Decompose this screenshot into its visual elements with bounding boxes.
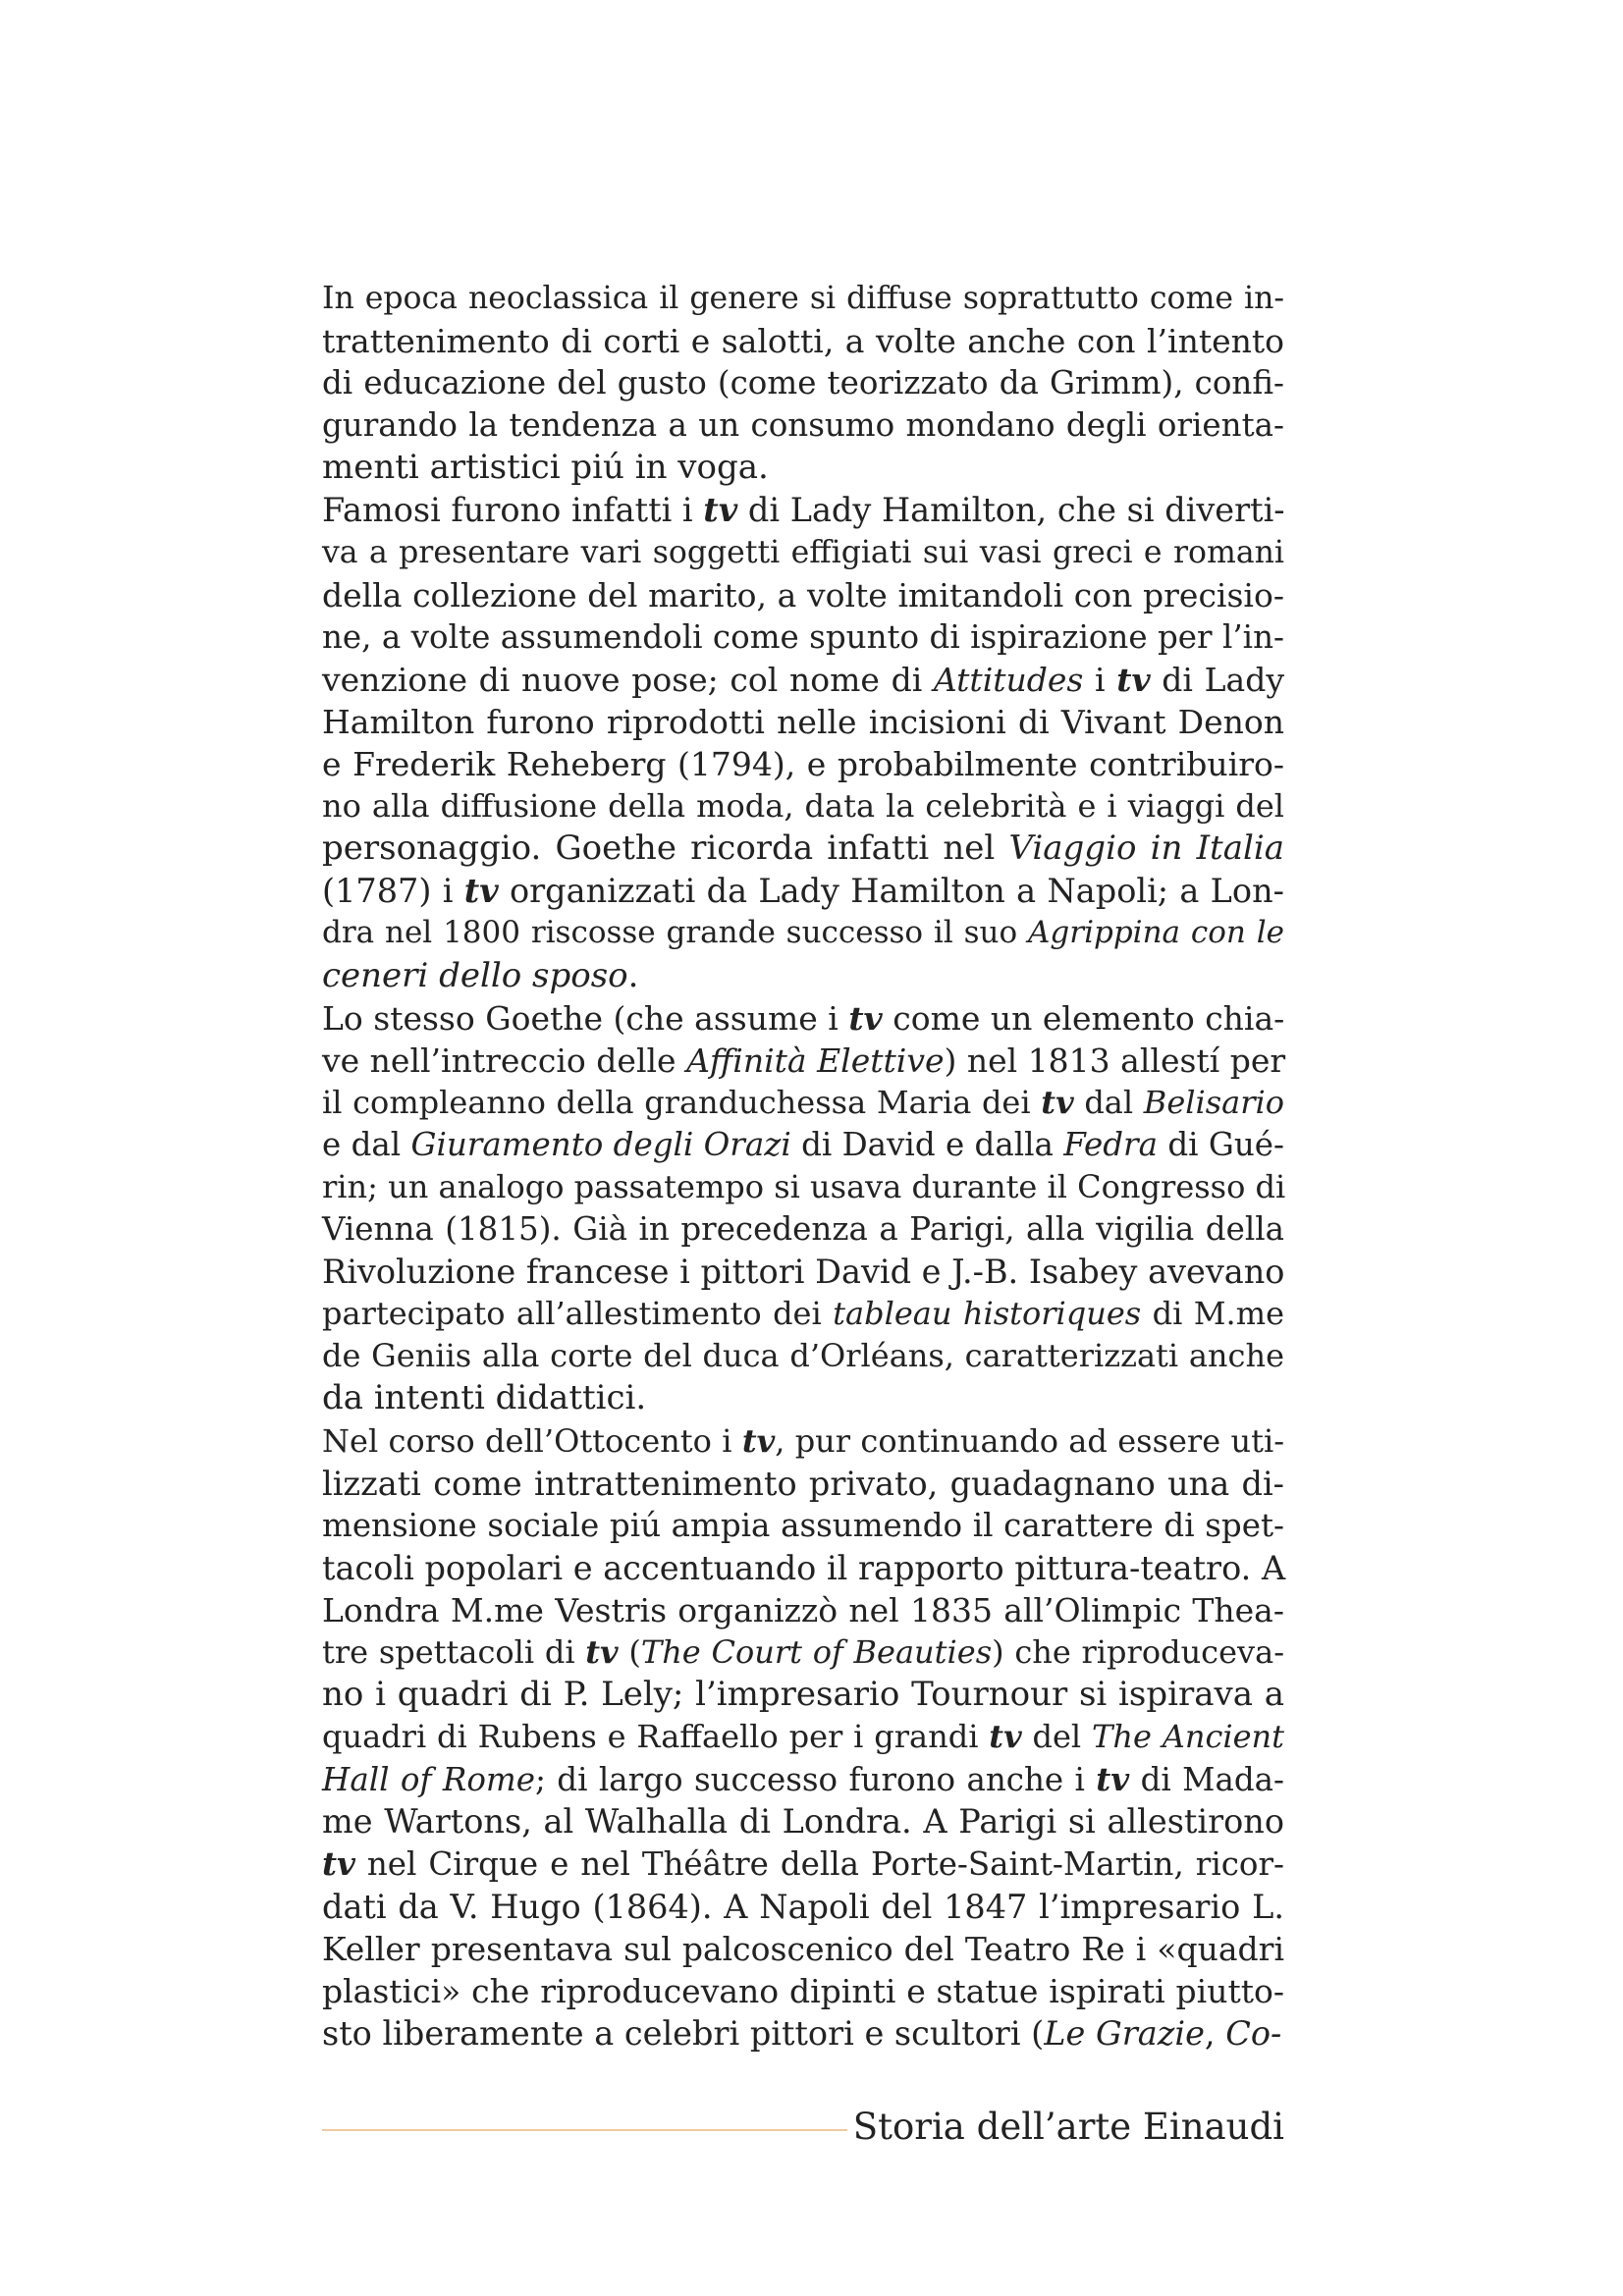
text-line	[322, 701, 1284, 743]
text-segment: Vienna (1815). Già in precedenza a Parigi, alla vigilia della	[322, 1210, 1284, 1249]
text-segment: ) che riproduceva-	[992, 1633, 1284, 1671]
text-line	[322, 1547, 1284, 1589]
italic-title: Belisario	[1143, 1083, 1285, 1121]
text-segment: trattenimento di corti e salotti, a volte anche con l’intento	[322, 322, 1284, 361]
text-segment: partecipato all’allestimento dei	[322, 1295, 834, 1333]
text-line	[322, 1251, 1284, 1293]
text-line	[322, 955, 1284, 997]
text-line	[322, 1166, 1284, 1208]
text-segment: , pur continuando ad essere uti-	[775, 1421, 1285, 1460]
text-line	[322, 1208, 1284, 1251]
text-line	[322, 1377, 1284, 1419]
text-segment: gurando la tendenza a un consumo mondano degli orienta-	[322, 406, 1284, 445]
text-segment: di Mada-	[1129, 1761, 1284, 1799]
text-segment: di Lady Hamilton, che si diverti-	[737, 491, 1285, 530]
italic-title: Affinità Elettive	[686, 1041, 945, 1080]
text-segment: ) nel 1813 allestí per	[944, 1041, 1286, 1080]
text-segment: e dal	[322, 1125, 411, 1163]
text-segment: nel Cirque e nel Théâtre della Porte-Saint-Martin, ricor-	[354, 1845, 1284, 1884]
text-segment: no i quadri di P. Lely; l’impresario Tournour si ispirava a	[322, 1675, 1284, 1715]
text-line	[322, 278, 1284, 320]
text-segment: In epoca neoclassica il genere si diffuse soprattutto come in-	[322, 281, 1284, 316]
tv-abbreviation: tv	[1041, 1083, 1074, 1121]
text-line	[322, 1758, 1284, 1800]
text-line	[322, 912, 1284, 954]
italic-title: Co-	[1225, 2013, 1282, 2053]
paragraph	[322, 278, 1284, 489]
text-segment: Nel corso dell’Ottocento i	[322, 1421, 742, 1460]
italic-title: Hall of Rome	[322, 1761, 535, 1799]
tv-abbreviation: tv	[463, 872, 499, 911]
text-line	[322, 1505, 1284, 1547]
text-line	[322, 1040, 1284, 1082]
text-line	[322, 828, 1284, 870]
text-line	[322, 320, 1284, 362]
italic-title: Giuramento degli Orazi	[410, 1125, 791, 1163]
text-segment: ve nell’intreccio delle	[322, 1041, 687, 1080]
text-segment: i	[1083, 660, 1117, 699]
italic-title: Fedra	[1063, 1125, 1158, 1163]
footer-rule	[322, 2129, 847, 2131]
text-line	[322, 1886, 1284, 1928]
text-line	[322, 1928, 1284, 1970]
text-line	[322, 1589, 1284, 1631]
text-line	[322, 1631, 1284, 1674]
text-segment: (	[618, 1633, 641, 1671]
text-line	[322, 1420, 1284, 1463]
tv-abbreviation: tv	[322, 1844, 355, 1884]
text-segment: di M.me	[1141, 1295, 1285, 1333]
tv-abbreviation: tv	[585, 1633, 619, 1671]
italic-title: The Ancient	[1092, 1718, 1285, 1756]
paragraph	[322, 489, 1284, 996]
text-line	[322, 574, 1284, 616]
tv-abbreviation: tv	[989, 1718, 1022, 1756]
text-segment: dra nel 1800 riscosse grande successo il suo	[322, 915, 1029, 951]
text-segment: me Wartons, al Walhalla di Londra. A Parigi si allestirono	[322, 1802, 1284, 1842]
text-segment: sto liberamente a celebri pittori e scultori (	[322, 2013, 1045, 2053]
footer-title: Storia dell’arte Einaudi	[852, 2106, 1284, 2148]
text-segment: Famosi furono infatti i	[322, 491, 704, 530]
italic-title: tableau historiques	[833, 1295, 1142, 1333]
text-line	[322, 659, 1284, 701]
text-segment: plastici» che riproducevano dipinti e statue ispirati piutto-	[322, 1971, 1284, 2010]
paragraph	[322, 1420, 1284, 2055]
tv-abbreviation: tv	[741, 1421, 776, 1460]
text-segment: Rivoluzione francese i pittori David e J.-B. Isabey avevano	[322, 1253, 1285, 1292]
text-segment: (1787) i	[322, 872, 464, 911]
text-line	[322, 489, 1284, 531]
text-line	[322, 1970, 1284, 2012]
text-segment: de Geniis alla corte del duca d’Orléans, caratterizzati anche	[322, 1337, 1284, 1375]
text-segment: di educazione del gusto (come teorizzato da Grimm), confi-	[322, 364, 1284, 402]
text-segment: Lo stesso Goethe (che assume i	[322, 998, 849, 1038]
text-segment: personaggio. Goethe ricorda infatti nel	[322, 828, 1009, 869]
text-segment: ,	[1204, 2013, 1226, 2053]
text-line	[322, 1800, 1284, 1842]
text-segment: come un elemento chia-	[882, 998, 1285, 1038]
text-segment: dati da V. Hugo (1864). A Napoli del 1847 l’impresario L.	[322, 1887, 1284, 1926]
text-segment: lizzati come intrattenimento privato, guadagnano una di-	[322, 1464, 1284, 1503]
text-line	[322, 447, 1284, 489]
text-line	[322, 2012, 1284, 2055]
text-segment: quadri di Rubens e Raffaello per i grandi	[322, 1718, 990, 1756]
text-segment: mensione sociale piú ampia assumendo il carattere di spet-	[322, 1506, 1284, 1544]
text-line	[322, 404, 1284, 447]
text-segment: rin; un analogo passatempo si usava durante il Congresso di	[322, 1167, 1286, 1205]
italic-title: Viaggio in Italia	[1008, 828, 1284, 869]
page-body	[322, 278, 1284, 2055]
page-footer	[322, 2103, 1284, 2152]
text-segment: organizzati da Lady Hamilton a Napoli; a Lon-	[498, 872, 1284, 911]
italic-title: Le Grazie	[1044, 2013, 1205, 2053]
text-segment: tacoli popolari e accentuando il rapporto pittura-teatro. A	[322, 1548, 1286, 1587]
text-line	[322, 1082, 1284, 1124]
text-line	[322, 1124, 1284, 1166]
text-segment: venzione di nuove pose; col nome di	[322, 660, 934, 699]
text-segment: di Gué-	[1157, 1125, 1284, 1163]
tv-abbreviation: tv	[1096, 1760, 1130, 1799]
text-segment: dal	[1073, 1083, 1144, 1121]
text-segment: Hamilton furono riprodotti nelle incisioni di Vivant Denon	[322, 702, 1284, 741]
italic-title: Attitudes	[933, 660, 1084, 699]
text-segment: Londra M.me Vestris organizzò nel 1835 all’Olimpic Thea-	[322, 1590, 1284, 1629]
text-line	[322, 616, 1284, 659]
text-line	[322, 1842, 1284, 1885]
text-line	[322, 1674, 1284, 1716]
text-line	[322, 1293, 1284, 1335]
text-segment: della collezione del marito, a volte imitandoli con precisio-	[322, 575, 1284, 614]
text-segment: .	[627, 955, 639, 995]
text-segment: di David e dalla	[790, 1125, 1064, 1163]
text-segment: di Lady	[1150, 660, 1284, 699]
text-segment: del	[1021, 1718, 1092, 1756]
text-segment: ; di largo successo furono anche i	[534, 1761, 1097, 1799]
text-line	[322, 870, 1284, 912]
text-line	[322, 743, 1284, 785]
text-line	[322, 1335, 1284, 1377]
text-segment: tre spettacoli di	[322, 1633, 586, 1671]
italic-title: ceneri dello sposo	[322, 955, 628, 995]
text-segment: e Frederik Reheberg (1794), e probabilmente contribuiro-	[322, 745, 1284, 784]
text-segment: da intenti didattici.	[322, 1378, 647, 1418]
italic-title: Agrippina con le	[1028, 915, 1284, 951]
text-line	[322, 997, 1284, 1040]
tv-abbreviation: tv	[1116, 660, 1151, 699]
text-segment: menti artistici piú in voga.	[322, 448, 769, 488]
tv-abbreviation: tv	[848, 998, 883, 1038]
tv-abbreviation: tv	[703, 491, 738, 530]
text-line	[322, 1716, 1284, 1758]
italic-title: The Court of Beauties	[640, 1633, 993, 1671]
text-segment: ne, a volte assumendoli come spunto di ispirazione per l’in-	[322, 617, 1284, 656]
text-line	[322, 532, 1284, 574]
text-line	[322, 1463, 1284, 1505]
text-segment: no alla diffusione della moda, data la celebrità e i viaggi del	[322, 787, 1284, 826]
text-segment: va a presentare vari soggetti effigiati sui vasi greci e romani	[322, 534, 1284, 570]
text-line	[322, 362, 1284, 404]
text-line	[322, 785, 1284, 828]
text-segment: Keller presentava sul palcoscenico del Teatro Re i «quadri	[322, 1929, 1284, 1968]
paragraph	[322, 997, 1284, 1420]
text-segment: il compleanno della granduchessa Maria dei	[322, 1083, 1042, 1121]
